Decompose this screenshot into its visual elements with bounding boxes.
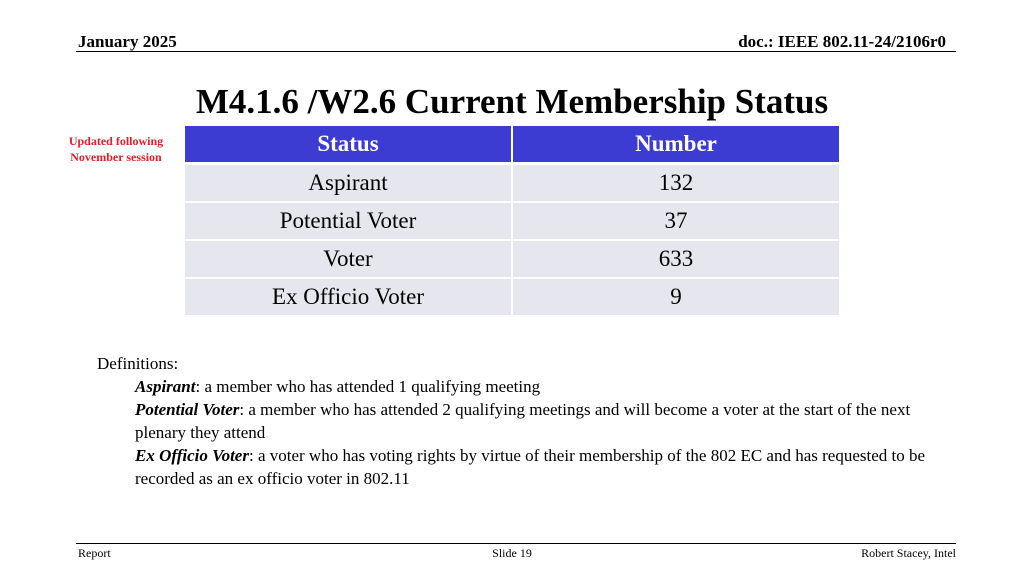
update-note-line2: November session (70, 150, 162, 164)
table-row (185, 202, 839, 240)
definition-text: : a member who has attended 2 qualifying meetings and will become a voter at the start of the next plenary they attend (135, 400, 911, 442)
table-row (185, 240, 839, 278)
table-header-row (185, 126, 839, 164)
column-header-number: Number (512, 126, 839, 164)
slide-title: M4.1.6 /W2.6 Current Membership Status (195, 82, 829, 121)
column-header-status: Status (185, 126, 512, 164)
table-row (185, 278, 839, 316)
definition-potential-voter (135, 398, 937, 444)
number-cell: 132 (512, 164, 839, 203)
number-cell: 37 (512, 202, 839, 240)
header-doc-id: doc.: IEEE 802.11-24/2106r0 (738, 32, 946, 51)
status-cell: Aspirant (185, 164, 512, 203)
footer-slide-number: Slide 19 (492, 546, 532, 560)
definitions-heading: Definitions: (97, 354, 179, 373)
header-divider (76, 51, 956, 52)
definition-term: Aspirant (135, 377, 196, 396)
definitions-block (97, 352, 937, 490)
footer-author: Robert Stacey, Intel (861, 546, 956, 560)
definition-term: Ex Officio Voter (135, 446, 249, 465)
status-cell: Voter (185, 240, 512, 278)
status-cell: Potential Voter (185, 202, 512, 240)
footer-divider (76, 543, 956, 544)
status-cell: Ex Officio Voter (185, 278, 512, 316)
update-note-line1: Updated following (68, 134, 164, 148)
table-row (185, 164, 839, 203)
definition-ex-officio-voter (135, 444, 937, 490)
definition-text: : a voter who has voting rights by virtue of their membership of the 802 EC and has requested to be recorded as an ex officio voter in 802.11 (135, 446, 926, 488)
number-cell: 633 (512, 240, 839, 278)
definition-aspirant (135, 375, 937, 398)
definition-text: : a member who has attended 1 qualifying meeting (195, 377, 541, 396)
footer-report: Report (78, 546, 111, 560)
definition-term: Potential Voter (135, 400, 240, 419)
update-note (62, 133, 170, 165)
header-date: January 2025 (78, 32, 177, 51)
membership-status-table (185, 126, 839, 317)
number-cell: 9 (512, 278, 839, 316)
